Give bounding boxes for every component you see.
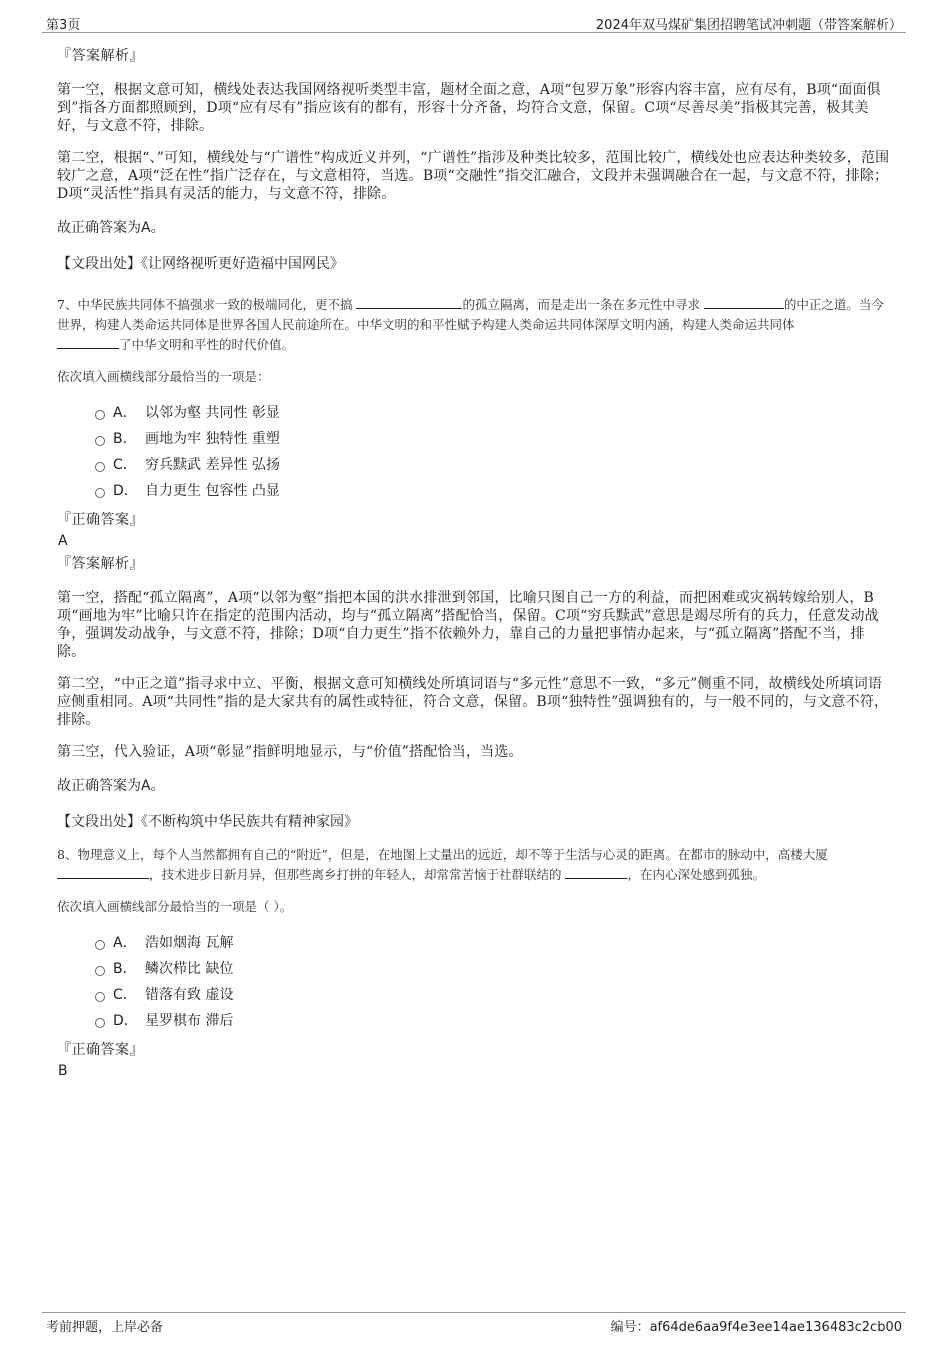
q8-blank-2[interactable]: [565, 866, 627, 879]
q6-analysis-para-1: 第一空，根据文意可知，横线处表达我国网络视听类型丰富，题材全面之意，A项“包罗万象”形容内容丰富，应有尽有，B项“面面俱到”指各方面都照顾到，D项“应有尽有”指应该有的都有，形容十分齐备，均符合文意，保留。C项“尽善尽美”指极其完善，极其美好，与文意不符，排除。: [57, 82, 881, 134]
q8-instruction: 依次填入画横线部分最恰当的一项是（ ）。: [57, 899, 293, 914]
q7-analysis-label: 『答案解析』: [57, 556, 144, 572]
footer-slogan: 考前押题，上岸必备: [46, 1320, 164, 1335]
q8-stem-part-1: 8、物理意义上，每个人当然都拥有自己的“附近”，但是，在地图上丈量出的远近，却不等于生活与心灵的距离。在都市的脉动中，高楼大厦: [57, 847, 828, 862]
option-text: 画地为牢 独特性 重塑: [145, 431, 280, 447]
q7-option-c[interactable]: [95, 451, 893, 477]
q7-blank-2[interactable]: [704, 296, 784, 309]
q7-option-d[interactable]: [95, 477, 893, 503]
q6-analysis-para-2: 第二空，根据“、”可知，横线处与“广谱性”构成近义并列，“广谱性”指涉及种类比较多，范围比较广，横线处也应表达种类较多，范围较广之意，A项“泛在性”指广泛存在，与文意相符，当选。B项“交融性”指交汇融合，文段并未强调融合在一起，与文意不符，排除；D项“灵活性”指具有灵活的能力，与文意不符，排除。: [57, 150, 890, 202]
q7-instruction: 依次填入画横线部分最恰当的一项是：: [57, 369, 270, 384]
q8-option-a[interactable]: [95, 929, 893, 955]
radio-icon[interactable]: [95, 488, 105, 498]
option-letter: C．: [113, 457, 137, 473]
radio-icon[interactable]: [95, 992, 105, 1002]
option-letter: B．: [113, 961, 137, 977]
q7-blank-1[interactable]: [356, 296, 462, 309]
option-text: 错落有致 虚设: [145, 987, 234, 1003]
q8-correct-label: 『正确答案』: [57, 1042, 144, 1058]
q8-option-c[interactable]: [95, 981, 893, 1007]
q8-correct-answer: B: [58, 1063, 68, 1079]
option-letter: D．: [113, 1013, 138, 1029]
q7-stem-part-4: 了中华文明和平性的时代价值。: [119, 337, 295, 352]
q7-analysis-para-3: 第三空，代入验证，A项“彰显”指鲜明地显示，与“价值”搭配恰当，当选。: [57, 744, 523, 760]
option-letter: A．: [113, 935, 137, 951]
option-letter: B．: [113, 431, 137, 447]
q7-stem-part-3: 的中正之道。当今世界，构建人类命运共同体是世界各国人民前途所在。中华文明的和平性赋予构建人类命运共同体深厚文明内涵，构建人类命运共同体: [57, 297, 884, 332]
q8-option-b[interactable]: [95, 955, 893, 981]
option-letter: A．: [113, 405, 137, 421]
radio-icon[interactable]: [95, 410, 105, 420]
option-text: 穷兵黩武 差异性 弘扬: [145, 457, 280, 473]
q6-source: 【文段出处】《让网络视听更好造福中国网民》: [57, 256, 344, 272]
radio-icon[interactable]: [95, 436, 105, 446]
q7-stem-part-2: 的孤立隔离，而是走出一条在多元性中寻求: [462, 297, 704, 312]
q8-stem: [57, 845, 893, 885]
radio-icon[interactable]: [95, 1018, 105, 1028]
option-text: 以邻为壑 共同性 彰显: [145, 405, 280, 421]
option-text: 自力更生 包容性 凸显: [145, 483, 280, 499]
q7-source: 【文段出处】《不断构筑中华民族共有精神家园》: [57, 814, 358, 830]
q7-blank-3[interactable]: [57, 336, 119, 349]
option-text: 浩如烟海 瓦解: [145, 935, 234, 951]
q8-option-d[interactable]: [95, 1007, 893, 1033]
option-letter: C．: [113, 987, 137, 1003]
option-letter: D．: [113, 483, 138, 499]
q7-final-answer: 故正确答案为A。: [57, 778, 165, 794]
option-text: 鳞次栉比 缺位: [145, 961, 234, 977]
q8-blank-1[interactable]: [57, 866, 149, 879]
q6-final-answer: 故正确答案为A。: [57, 220, 165, 236]
q7-analysis-para-2: 第二空，“中正之道”指寻求中立、平衡，根据文意可知横线处所填词语与“多元性”意思不一致，“多元”侧重不同，故横线处所填词语应侧重相同。A项“共同性”指的是大家共有的属性或特征，符合文意，保留。B项“独特性”强调独有的，与一般不同的，与文意不符，排除。: [57, 676, 889, 728]
q7-stem: [57, 295, 893, 355]
q8-options: [95, 929, 893, 1033]
page-number: 第3页: [46, 18, 81, 33]
q8-stem-part-2: ，技术进步日新月异，但那些离乡打拼的年轻人，却常常苦恼于社群联结的: [149, 867, 566, 882]
option-text: 星罗棋布 滞后: [145, 1013, 234, 1029]
q8-stem-part-3: ，在内心深处感到孤独。: [627, 867, 765, 882]
q7-correct-label: 『正确答案』: [57, 512, 144, 528]
q7-correct-answer: A: [58, 533, 68, 549]
q6-analysis-label: 『答案解析』: [57, 48, 144, 64]
page-header: [42, 12, 906, 33]
radio-icon[interactable]: [95, 940, 105, 950]
document-title: 2024年双马煤矿集团招聘笔试冲刺题（带答案解析）: [595, 18, 902, 33]
q7-analysis-para-1: 第一空，搭配“孤立隔离”，A项“以邻为壑”指把本国的洪水排泄到邻国，比喻只图自己一方的利益，而把困难或灾祸转嫁给别人，B项“画地为牢”比喻只许在指定的范围内活动，均与“孤立隔离”搭配恰当，保留。C项“穷兵黩武”意思是竭尽所有的兵力，任意发动战争，强调发动战争，与文意不符，排除；D项“自力更生”指不依赖外力，靠自己的力量把事情办起来，与“孤立隔离”搭配不当，排除。: [57, 590, 879, 660]
q7-option-b[interactable]: [95, 425, 893, 451]
q7-option-a[interactable]: [95, 399, 893, 425]
q7-options: [95, 399, 893, 503]
page-footer: [42, 1312, 906, 1335]
footer-serial: 编号：af64de6aa9f4e3ee14ae136483c2cb00: [610, 1320, 902, 1335]
radio-icon[interactable]: [95, 966, 105, 976]
page-content: [57, 45, 893, 1083]
radio-icon[interactable]: [95, 462, 105, 472]
q7-stem-part-1: 7、中华民族共同体不搞强求一致的极端同化，更不搞: [57, 297, 357, 312]
